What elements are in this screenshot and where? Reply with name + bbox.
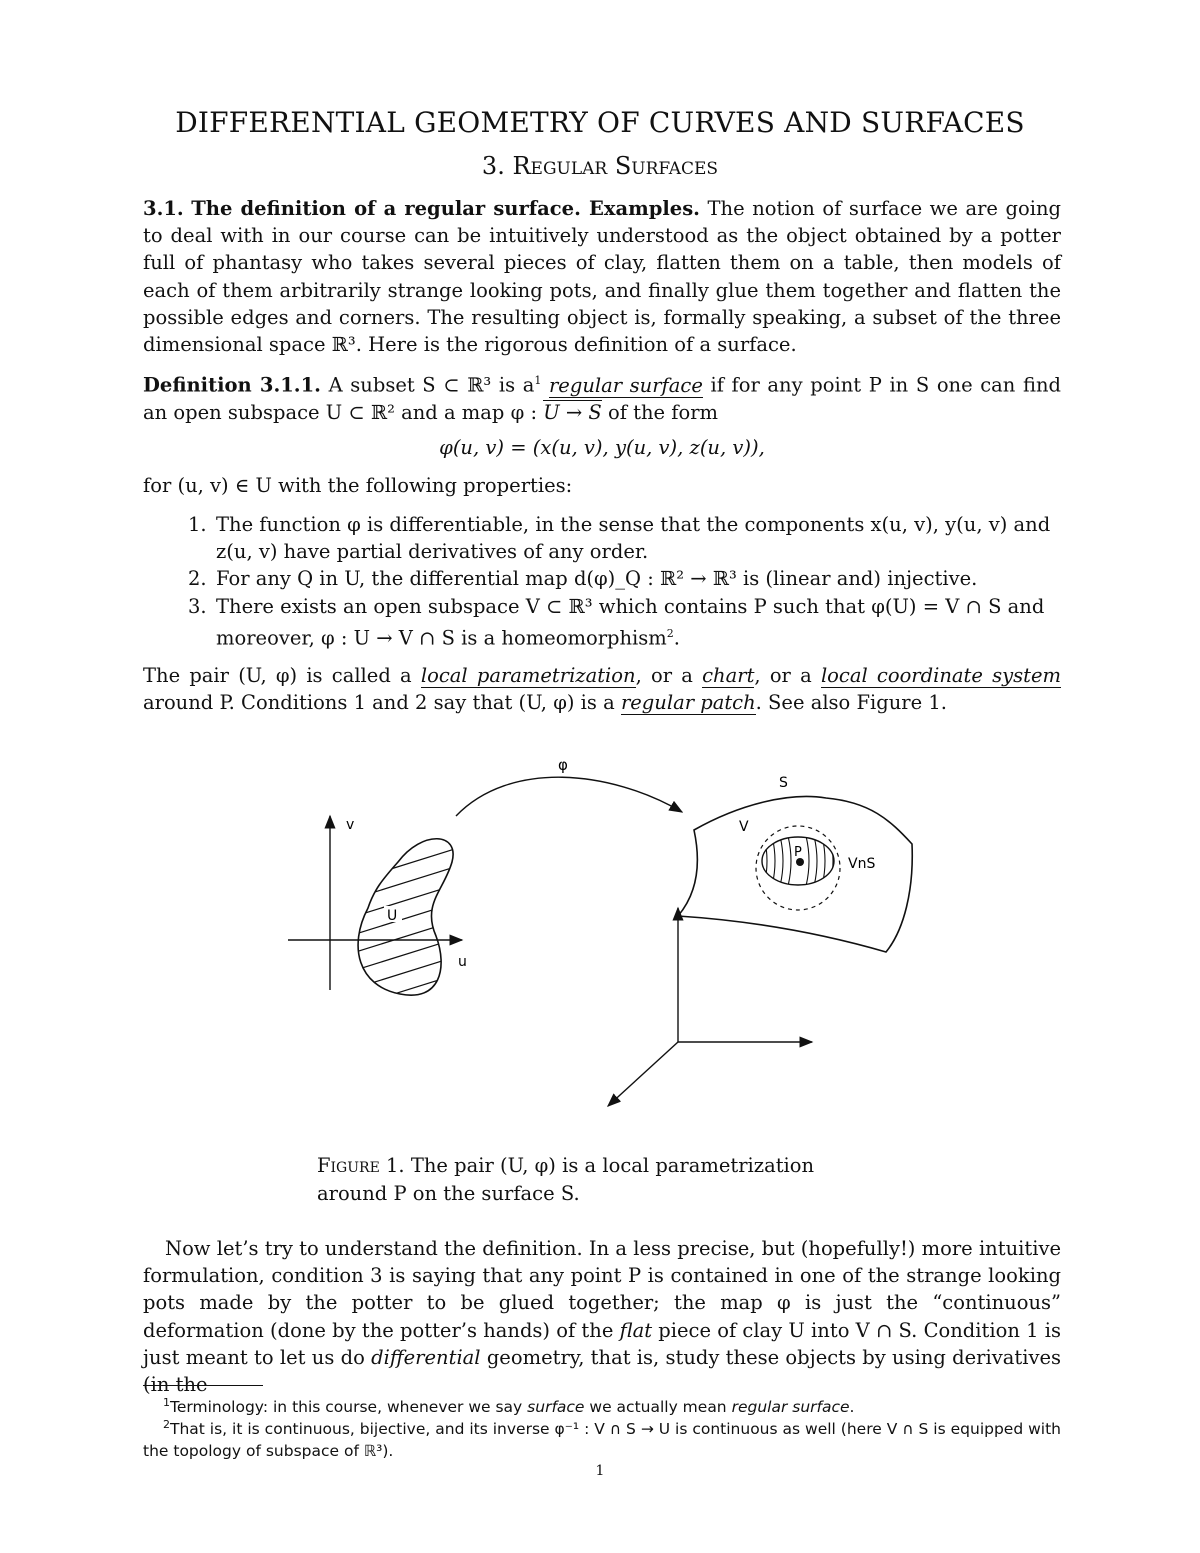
footnote-2-text: That is, it is continuous, bijective, and its inverse φ⁻¹ : V ∩ S → U is continuous as well (here V ∩ S is equipped with the topology of subspace of ℝ³).: [143, 1420, 1061, 1461]
property-text: There exists an open subspace V ⊂ ℝ³ which contains P such that φ(U) = V ∩ S and moreover, φ : U → V ∩ S is a homeomorphism: [216, 594, 1045, 650]
property-text: The function φ is differentiable, in the sense that the components x(u, v), y(u, v) and z(u, v) have partial derivatives of any order.: [216, 513, 1051, 564]
term-regular-patch: regular patch: [620, 691, 756, 715]
subsection-number: 3.1.: [143, 197, 184, 220]
footnote-1-text-a: Terminology: in this course, whenever we say: [170, 1398, 523, 1417]
footnote-mark-1: 1: [163, 1396, 170, 1409]
footnote-ref-2: 2: [666, 626, 674, 640]
axis-v-label: v: [346, 817, 355, 833]
pair-text-4: around P. Conditions 1 and 2 say that (U, φ) is a: [143, 691, 615, 715]
domain-u-label: U: [387, 908, 398, 924]
footnote-2: [143, 1414, 1061, 1462]
footnote-1-term-b: regular surface: [731, 1398, 850, 1417]
pair-text-5: . See also Figure 1.: [755, 691, 947, 715]
footnote-rule: [143, 1385, 263, 1386]
emph-flat: flat: [619, 1318, 653, 1342]
property-item: [188, 565, 1062, 592]
property-end: .: [673, 626, 680, 650]
map-domain-codomain: U → S: [543, 400, 602, 424]
term-regular-surface: regular surface: [548, 373, 703, 397]
body-paragraph: [143, 1235, 1061, 1398]
term-chart: chart: [702, 664, 755, 687]
for-line-text: for (u, v) ∈ U with the following properties:: [143, 474, 573, 497]
footnote-1-text-b: we actually mean: [589, 1398, 727, 1417]
open-set-v-label: V: [739, 819, 749, 835]
parametrization-equation: φ(u, v) = (x(u, v), y(u, v), z(u, v)),: [439, 436, 765, 459]
emph-differential: differential: [371, 1345, 481, 1369]
property-text: For any Q in U, the differential map d(φ)_Q : ℝ² → ℝ³ is (linear and) injective.: [216, 567, 978, 591]
domain-u-boundary: [358, 839, 453, 995]
neighborhood-v-circle: [756, 826, 840, 910]
pair-text-3: , or a: [754, 664, 812, 687]
properties-list: [188, 511, 1062, 652]
figure-caption: [317, 1152, 887, 1208]
pair-text-2: , or a: [635, 664, 693, 687]
definition-text-1: A subset S ⊂ ℝ³ is a: [328, 373, 535, 397]
figure-1-diagram: [270, 740, 950, 1120]
term-local-coordinate-system: local coordinate system: [820, 664, 1062, 687]
definition-text-2: if for any point P in S one can find an open subspace U ⊂ ℝ² and a map φ :: [143, 373, 1062, 424]
intro-text: The notion of surface we are going to deal with in our course can be intuitively understood as the object obtained by a potter full of phantasy who takes several pieces of clay, flatten them on a table, then models of each of them arbitrarily strange looking pots, and finally glue them together and flatten the possible edges and corners. The resulting object is, formally speaking, a subset of the three dimensional space ℝ³. Here is the rigorous definition of a surface.: [143, 197, 1061, 357]
intersection-vns-label: VnS: [848, 856, 876, 872]
term-local-parametrization: local parametrization: [420, 664, 636, 687]
property-item: [188, 593, 1062, 652]
section-name: Regular Surfaces: [512, 152, 719, 180]
surface-s-boundary: [678, 796, 912, 952]
section-number: 3.: [481, 152, 505, 180]
footnote-ref-1: 1: [534, 374, 542, 387]
definition-paragraph: [143, 367, 1061, 426]
footnote-1-text-c: .: [849, 1398, 855, 1417]
caption-label: Figure 1.: [317, 1154, 405, 1177]
intro-paragraph: [143, 195, 1061, 358]
pair-text-1: The pair (U, φ) is called a: [143, 664, 412, 687]
surface-s-label: S: [779, 775, 788, 791]
phi-arrow: [456, 777, 682, 816]
property-item: [188, 511, 1062, 565]
property-number: 1.: [188, 513, 207, 536]
body-text-3: geometry, that is, study these objects by using derivatives (in the: [143, 1345, 1062, 1397]
body-text-2: piece of clay U into V ∩ S. Condition 1 is just meant to let us do: [143, 1318, 1061, 1369]
definition-text-3: of the form: [607, 400, 719, 424]
axis-u-label: u: [458, 954, 467, 970]
footnote-1-term-a: surface: [527, 1398, 585, 1417]
domain-u-hatching: [330, 820, 490, 1050]
point-p-label: P: [794, 845, 802, 860]
definition-label: Definition 3.1.1.: [143, 373, 321, 397]
property-number: 2.: [188, 567, 207, 591]
caption-text: The pair (U, φ) is a local parametrization around P on the surface S.: [317, 1154, 815, 1205]
property-number: 3.: [188, 594, 207, 618]
pair-paragraph: [143, 662, 1061, 716]
section-title: [0, 152, 1200, 180]
for-line: [143, 472, 1061, 499]
phi-label: φ: [558, 756, 568, 774]
subsection-heading: The definition of a regular surface. Examples.: [191, 197, 700, 220]
axis-3d-depth: [608, 1042, 678, 1106]
footnote-mark-2: 2: [163, 1418, 170, 1431]
document-title: DIFFERENTIAL GEOMETRY OF CURVES AND SURFACES: [175, 106, 1025, 139]
body-text-1: Now let’s try to understand the definition. In a less precise, but (hopefully!) more intuitive formulation, condition 3 is saying that any point P is contained in one of the strange looking pots made by the potter to be glued together; the map φ is just the “continuous” deformation (done by the potter’s hands) of the: [143, 1237, 1061, 1342]
page-number: 1: [595, 1463, 605, 1479]
